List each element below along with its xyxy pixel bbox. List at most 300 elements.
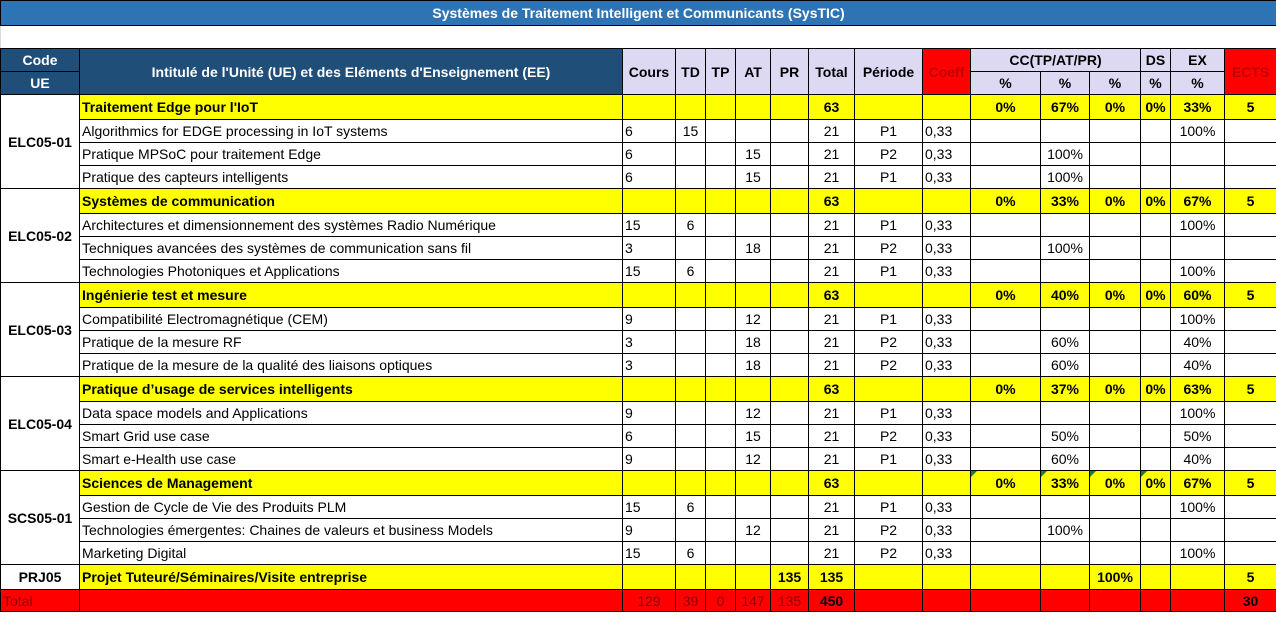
ue-cc1: 0% <box>971 471 1041 496</box>
ee-ds <box>1141 237 1171 260</box>
ue-empty <box>771 377 809 402</box>
ue-ds: 0% <box>1141 471 1171 496</box>
ee-ects <box>1225 308 1276 331</box>
ee-tp <box>706 425 736 448</box>
ue-empty <box>623 471 676 496</box>
ee-tp <box>706 260 736 283</box>
ue-ex: 67% <box>1171 189 1225 214</box>
ee-cc3 <box>1090 448 1141 471</box>
ee-ex: 100% <box>1171 120 1225 143</box>
ue-periode <box>855 189 923 214</box>
ee-name: Pratique de la mesure RF <box>80 331 623 354</box>
ee-ds <box>1141 331 1171 354</box>
ee-tp <box>706 542 736 565</box>
ue-ects: 5 <box>1225 189 1276 214</box>
ee-cc3 <box>1090 496 1141 519</box>
ee-tp <box>706 166 736 189</box>
ue-name: Ingénierie test et mesure <box>80 283 623 308</box>
ee-ects <box>1225 542 1276 565</box>
ee-cc2: 100% <box>1041 143 1090 166</box>
ee-total: 21 <box>809 519 855 542</box>
ee-ds <box>1141 354 1171 377</box>
ue-row <box>1 189 1276 214</box>
ue-empty <box>736 95 771 120</box>
ue-cc3: 0% <box>1090 95 1141 120</box>
ee-coeff: 0,33 <box>923 519 971 542</box>
totals-empty <box>1171 590 1225 612</box>
ee-td: 6 <box>676 214 706 237</box>
ue-cc2: 37% <box>1041 377 1090 402</box>
ue-periode <box>855 95 923 120</box>
ee-td <box>676 143 706 166</box>
ee-tp <box>706 308 736 331</box>
ee-coeff: 0,33 <box>923 214 971 237</box>
ee-name: Data space models and Applications <box>80 402 623 425</box>
project-coeff <box>923 565 971 590</box>
ee-cours: 15 <box>623 260 676 283</box>
totals-tp: 0 <box>706 590 736 612</box>
ee-at: 18 <box>736 237 771 260</box>
project-empty <box>676 565 706 590</box>
totals-pr: 135 <box>771 590 809 612</box>
ee-total: 21 <box>809 214 855 237</box>
ue-empty <box>623 283 676 308</box>
ee-ects <box>1225 402 1276 425</box>
ee-total: 21 <box>809 143 855 166</box>
ue-name: Sciences de Management <box>80 471 623 496</box>
ee-cc1 <box>971 496 1041 519</box>
ue-ects: 5 <box>1225 95 1276 120</box>
ee-ex: 100% <box>1171 402 1225 425</box>
project-row <box>1 565 1276 590</box>
ue-ds: 0% <box>1141 377 1171 402</box>
ee-at: 12 <box>736 402 771 425</box>
ee-row <box>1 519 1276 542</box>
ee-total: 21 <box>809 331 855 354</box>
ue-empty <box>623 95 676 120</box>
blank-row <box>1 26 1276 49</box>
ee-cc3 <box>1090 214 1141 237</box>
ee-name: Techniques avancées des systèmes de communication sans fil <box>80 237 623 260</box>
ee-pr <box>771 166 809 189</box>
ee-ex <box>1171 519 1225 542</box>
ue-row <box>1 95 1276 120</box>
ee-cours: 15 <box>623 496 676 519</box>
project-periode <box>855 565 923 590</box>
ee-ds <box>1141 260 1171 283</box>
ee-tp <box>706 331 736 354</box>
ee-total: 21 <box>809 308 855 331</box>
ee-at <box>736 260 771 283</box>
ue-empty <box>676 95 706 120</box>
ee-cours: 6 <box>623 143 676 166</box>
ee-ex: 40% <box>1171 331 1225 354</box>
ee-pr <box>771 425 809 448</box>
project-pr: 135 <box>771 565 809 590</box>
ee-ects <box>1225 331 1276 354</box>
totals-empty <box>971 590 1041 612</box>
ue-name: Systèmes de communication <box>80 189 623 214</box>
ue-cc3: 0% <box>1090 471 1141 496</box>
ee-name: Pratique MPSoC pour traitement Edge <box>80 143 623 166</box>
ue-periode <box>855 283 923 308</box>
ee-ds <box>1141 448 1171 471</box>
ee-coeff: 0,33 <box>923 120 971 143</box>
ee-ds <box>1141 402 1171 425</box>
ue-empty <box>736 377 771 402</box>
ee-td: 6 <box>676 496 706 519</box>
ue-ex: 67% <box>1171 471 1225 496</box>
ee-ds <box>1141 496 1171 519</box>
ee-tp <box>706 120 736 143</box>
header-cc-pct-1: % <box>971 72 1041 95</box>
ee-pr <box>771 214 809 237</box>
ee-ects <box>1225 354 1276 377</box>
ee-cc3 <box>1090 519 1141 542</box>
ee-at: 12 <box>736 308 771 331</box>
ee-total: 21 <box>809 448 855 471</box>
ue-cc2: 33% <box>1041 471 1090 496</box>
ee-pr <box>771 308 809 331</box>
ee-cc2: 50% <box>1041 425 1090 448</box>
project-ds <box>1141 565 1171 590</box>
ee-ects <box>1225 496 1276 519</box>
project-total: 135 <box>809 565 855 590</box>
ee-total: 21 <box>809 496 855 519</box>
ee-ds <box>1141 519 1171 542</box>
ee-cours: 9 <box>623 308 676 331</box>
ee-row <box>1 237 1276 260</box>
ee-cc3 <box>1090 542 1141 565</box>
ee-coeff: 0,33 <box>923 542 971 565</box>
ee-pr <box>771 448 809 471</box>
header-cc: CC(TP/AT/PR) <box>971 49 1141 72</box>
ue-coeff <box>923 283 971 308</box>
ee-ects <box>1225 425 1276 448</box>
ue-empty <box>676 471 706 496</box>
ee-tp <box>706 143 736 166</box>
ee-row <box>1 496 1276 519</box>
ee-at: 15 <box>736 143 771 166</box>
ue-coeff <box>923 471 971 496</box>
ee-total: 21 <box>809 166 855 189</box>
ee-cc1 <box>971 237 1041 260</box>
ee-cc1 <box>971 260 1041 283</box>
ee-row <box>1 143 1276 166</box>
ee-cc3 <box>1090 120 1141 143</box>
ee-periode: P2 <box>855 425 923 448</box>
ee-ects <box>1225 214 1276 237</box>
header-tp: TP <box>706 49 736 95</box>
ee-row <box>1 166 1276 189</box>
ue-coeff <box>923 377 971 402</box>
ee-cc2 <box>1041 542 1090 565</box>
ue-code: ELC05-03 <box>1 283 80 377</box>
totals-empty <box>1141 590 1171 612</box>
ee-at <box>736 120 771 143</box>
ee-cc1 <box>971 331 1041 354</box>
ee-cours: 15 <box>623 542 676 565</box>
ee-name: Technologies Photoniques et Applications <box>80 260 623 283</box>
ee-tp <box>706 214 736 237</box>
ee-cc3 <box>1090 425 1141 448</box>
ee-name: Smart e-Health use case <box>80 448 623 471</box>
project-empty <box>736 565 771 590</box>
ee-cc1 <box>971 354 1041 377</box>
ee-at: 18 <box>736 331 771 354</box>
ue-coeff <box>923 95 971 120</box>
ue-ex: 60% <box>1171 283 1225 308</box>
ee-periode: P2 <box>855 143 923 166</box>
ee-pr <box>771 496 809 519</box>
ee-at <box>736 542 771 565</box>
project-cc2 <box>1041 565 1090 590</box>
ee-coeff: 0,33 <box>923 166 971 189</box>
ee-row <box>1 448 1276 471</box>
ee-cours: 3 <box>623 354 676 377</box>
ee-cours: 9 <box>623 519 676 542</box>
ee-ex <box>1171 237 1225 260</box>
ue-cc3: 0% <box>1090 189 1141 214</box>
ee-pr <box>771 354 809 377</box>
ee-cc1 <box>971 448 1041 471</box>
project-ects: 5 <box>1225 565 1276 590</box>
ee-coeff: 0,33 <box>923 354 971 377</box>
ee-tp <box>706 237 736 260</box>
ee-cc1 <box>971 143 1041 166</box>
ee-periode: P1 <box>855 496 923 519</box>
ee-cc2 <box>1041 308 1090 331</box>
ee-coeff: 0,33 <box>923 260 971 283</box>
ee-ects <box>1225 260 1276 283</box>
totals-ects: 30 <box>1225 590 1276 612</box>
ee-cc1 <box>971 425 1041 448</box>
ee-name: Algorithmics for EDGE processing in IoT systems <box>80 120 623 143</box>
ue-empty <box>676 377 706 402</box>
ue-cc1: 0% <box>971 283 1041 308</box>
ee-cc2 <box>1041 214 1090 237</box>
project-empty <box>623 565 676 590</box>
ee-ex: 40% <box>1171 448 1225 471</box>
header-ue: UE <box>1 72 80 95</box>
header-pr: PR <box>771 49 809 95</box>
ee-ex: 40% <box>1171 354 1225 377</box>
ee-cc3 <box>1090 308 1141 331</box>
header-intitule: Intitulé de l'Unité (UE) et des Eléments d'Enseignement (EE) <box>80 49 623 95</box>
ee-coeff: 0,33 <box>923 237 971 260</box>
ee-at: 12 <box>736 519 771 542</box>
ee-coeff: 0,33 <box>923 425 971 448</box>
ee-cours: 15 <box>623 214 676 237</box>
ue-code: SCS05-01 <box>1 471 80 565</box>
ee-ds <box>1141 308 1171 331</box>
ee-pr <box>771 402 809 425</box>
ee-cc2 <box>1041 402 1090 425</box>
ee-name: Compatibilité Electromagnétique (CEM) <box>80 308 623 331</box>
ee-ects <box>1225 143 1276 166</box>
ee-td <box>676 308 706 331</box>
header-coeff: Coeff <box>923 49 971 95</box>
totals-total: 450 <box>809 590 855 612</box>
header-ex-pct: % <box>1171 72 1225 95</box>
ue-ds: 0% <box>1141 189 1171 214</box>
ee-coeff: 0,33 <box>923 496 971 519</box>
ee-td <box>676 331 706 354</box>
ee-cc2 <box>1041 120 1090 143</box>
ee-ects <box>1225 237 1276 260</box>
ue-row <box>1 471 1276 496</box>
header-ects: ECTS <box>1225 49 1276 95</box>
ee-cc1 <box>971 120 1041 143</box>
ee-td: 6 <box>676 260 706 283</box>
ee-name: Gestion de Cycle de Vie des Produits PLM <box>80 496 623 519</box>
ee-ds <box>1141 542 1171 565</box>
ee-coeff: 0,33 <box>923 402 971 425</box>
ue-ects: 5 <box>1225 283 1276 308</box>
ee-cc2 <box>1041 260 1090 283</box>
ee-cc3 <box>1090 331 1141 354</box>
ee-cours: 3 <box>623 331 676 354</box>
totals-at: 147 <box>736 590 771 612</box>
ee-periode: P2 <box>855 237 923 260</box>
ue-total: 63 <box>809 283 855 308</box>
totals-label: Total <box>1 590 80 612</box>
ee-name: Technologies émergentes: Chaines de valeurs et business Models <box>80 519 623 542</box>
ue-empty <box>706 95 736 120</box>
header-total: Total <box>809 49 855 95</box>
ee-tp <box>706 354 736 377</box>
ue-ex: 33% <box>1171 95 1225 120</box>
ue-total: 63 <box>809 189 855 214</box>
ee-row <box>1 425 1276 448</box>
ee-row <box>1 260 1276 283</box>
ue-empty <box>676 189 706 214</box>
ee-ects <box>1225 166 1276 189</box>
ue-row <box>1 377 1276 402</box>
ee-ds <box>1141 120 1171 143</box>
ee-at: 12 <box>736 448 771 471</box>
project-ex <box>1171 565 1225 590</box>
ee-total: 21 <box>809 425 855 448</box>
ee-cc1 <box>971 542 1041 565</box>
header-td: TD <box>676 49 706 95</box>
ue-code: ELC05-02 <box>1 189 80 283</box>
ee-cours: 9 <box>623 448 676 471</box>
totals-empty <box>80 590 623 612</box>
ee-td: 6 <box>676 542 706 565</box>
ee-row <box>1 214 1276 237</box>
project-cc1 <box>971 565 1041 590</box>
ee-cc2: 60% <box>1041 354 1090 377</box>
ue-empty <box>706 189 736 214</box>
ue-empty <box>771 95 809 120</box>
totals-empty <box>855 590 923 612</box>
ee-cours: 9 <box>623 402 676 425</box>
ee-cc1 <box>971 519 1041 542</box>
ee-td <box>676 425 706 448</box>
ee-row <box>1 542 1276 565</box>
ee-td: 15 <box>676 120 706 143</box>
ue-cc3: 0% <box>1090 283 1141 308</box>
ee-at: 15 <box>736 166 771 189</box>
ee-row <box>1 331 1276 354</box>
ee-coeff: 0,33 <box>923 308 971 331</box>
ee-cc1 <box>971 402 1041 425</box>
ee-cc1 <box>971 166 1041 189</box>
ue-ex: 63% <box>1171 377 1225 402</box>
ee-name: Marketing Digital <box>80 542 623 565</box>
sheet-title: Systèmes de Traitement Intelligent et Communicants (SysTIC) <box>1 1 1276 26</box>
ee-total: 21 <box>809 354 855 377</box>
ee-row <box>1 402 1276 425</box>
ee-ds <box>1141 425 1171 448</box>
totals-row <box>1 590 1276 612</box>
ue-code: ELC05-01 <box>1 95 80 189</box>
totals-cours: 129 <box>623 590 676 612</box>
ue-total: 63 <box>809 471 855 496</box>
ee-at: 15 <box>736 425 771 448</box>
ee-cc2: 100% <box>1041 519 1090 542</box>
ee-cours: 3 <box>623 237 676 260</box>
ee-cours: 6 <box>623 166 676 189</box>
ee-row <box>1 308 1276 331</box>
ee-pr <box>771 519 809 542</box>
ee-ex: 50% <box>1171 425 1225 448</box>
ue-ds: 0% <box>1141 95 1171 120</box>
ue-name: Traitement Edge pour l'IoT <box>80 95 623 120</box>
ue-empty <box>736 189 771 214</box>
totals-empty <box>923 590 971 612</box>
ee-pr <box>771 237 809 260</box>
ee-cc2 <box>1041 496 1090 519</box>
ee-ex: 100% <box>1171 308 1225 331</box>
ee-cc2: 60% <box>1041 331 1090 354</box>
header-cc-pct-3: % <box>1090 72 1141 95</box>
ee-total: 21 <box>809 237 855 260</box>
ee-ds <box>1141 214 1171 237</box>
ee-periode: P1 <box>855 120 923 143</box>
ee-periode: P1 <box>855 166 923 189</box>
header-at: AT <box>736 49 771 95</box>
ee-td <box>676 237 706 260</box>
ee-cc2: 100% <box>1041 237 1090 260</box>
ee-tp <box>706 519 736 542</box>
project-cc3: 100% <box>1090 565 1141 590</box>
ee-at: 18 <box>736 354 771 377</box>
ee-periode: P1 <box>855 214 923 237</box>
ee-coeff: 0,33 <box>923 143 971 166</box>
ee-ds <box>1141 166 1171 189</box>
ue-cc1: 0% <box>971 377 1041 402</box>
ue-empty <box>706 471 736 496</box>
ue-ects: 5 <box>1225 471 1276 496</box>
ee-cc3 <box>1090 237 1141 260</box>
ee-ects <box>1225 519 1276 542</box>
ee-ects <box>1225 120 1276 143</box>
project-empty <box>706 565 736 590</box>
ee-ex <box>1171 166 1225 189</box>
ee-coeff: 0,33 <box>923 448 971 471</box>
ue-cc2: 33% <box>1041 189 1090 214</box>
ee-at <box>736 496 771 519</box>
ee-row <box>1 120 1276 143</box>
ue-periode <box>855 471 923 496</box>
ee-periode: P1 <box>855 402 923 425</box>
ee-cc3 <box>1090 166 1141 189</box>
ue-coeff <box>923 189 971 214</box>
ue-total: 63 <box>809 95 855 120</box>
ee-pr <box>771 260 809 283</box>
